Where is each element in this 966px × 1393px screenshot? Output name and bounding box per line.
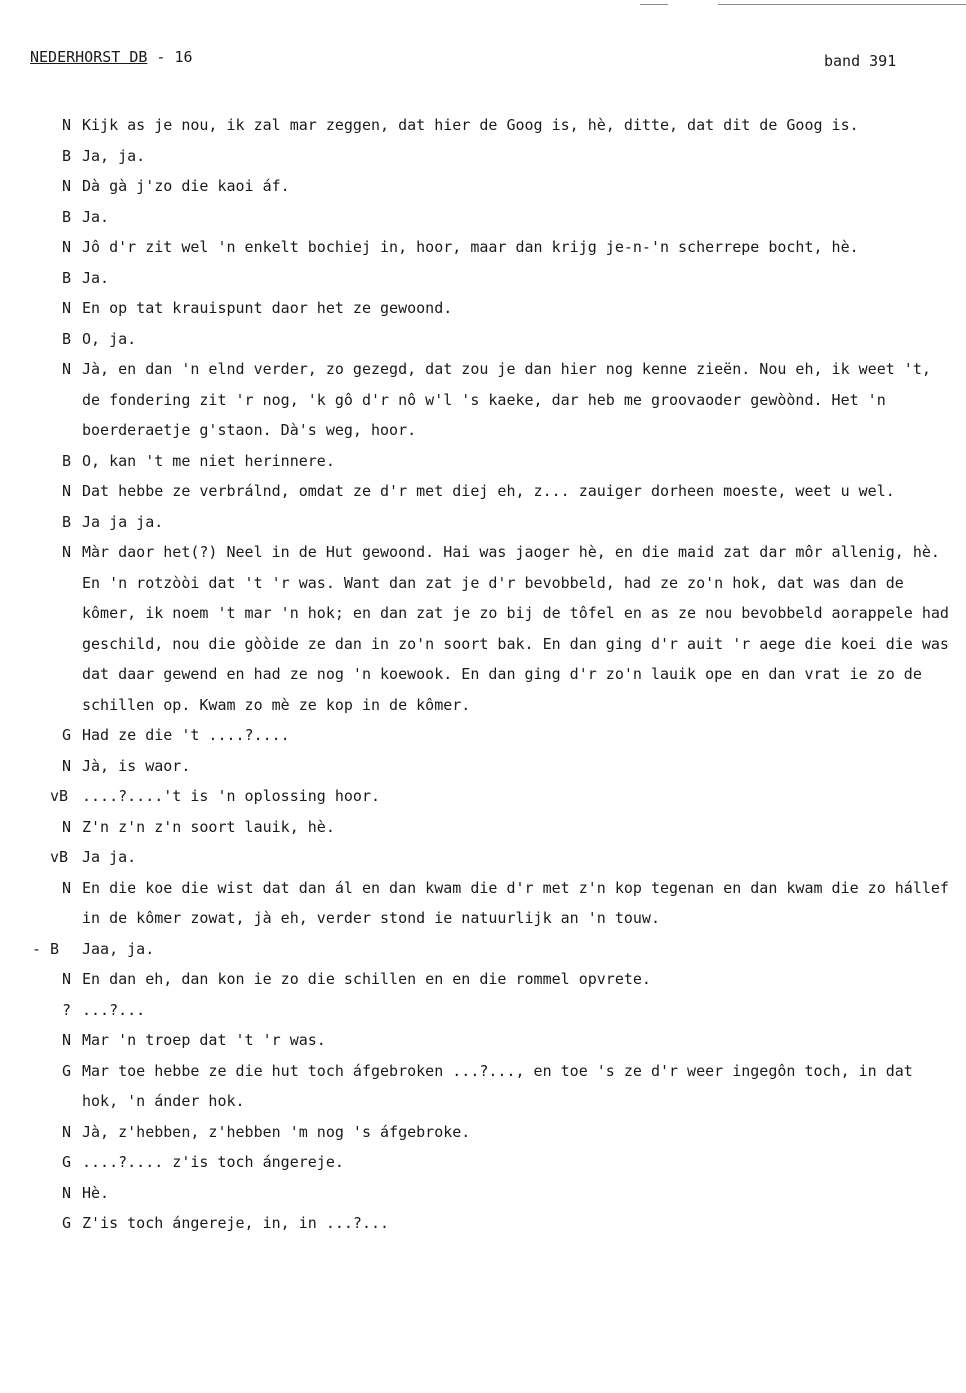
speech-text: Z'n z'n z'n soort lauik, hè. — [82, 817, 335, 836]
page-number: - 16 — [147, 48, 193, 66]
speech-text: ...?... — [82, 1000, 146, 1019]
transcript-turn — [0, 171, 966, 202]
speech-text: Màr daor het(?) Neel in de Hut gewoond. Hai was jaoger hè, en die maid zat dar môr allenig, hè. En 'n rotzòòi dat 't 'r was. Want dan zat je d'r bevobbeld, had ze zo'n hok, dat was dan de kômer, ik noem 't mar 'n hok; en dan zat je zo bij de tôfel en as ze nou bevobbeld aorappele had geschild, nou die gòòide ze dan in zo'n soort bak. En dan ging d'r auit 'r aege die koei die was dat daar gewend en had ze nog 'n koewook. En dan ging d'r zo'n lauik ope en dan vrat ie zo de schillen op. Kwam zo mè ze kop in de kômer. — [82, 543, 949, 714]
speaker-label: N — [62, 1183, 72, 1202]
speech-text: Ja. — [82, 207, 110, 226]
transcript-turn — [0, 110, 966, 141]
transcript-turn — [0, 781, 966, 812]
transcript-turn — [0, 507, 966, 538]
speech-text: Kijk as je nou, ik zal mar zeggen, dat hier de Goog is, hè, ditte, dat dit de Goog is. — [82, 116, 859, 134]
band-number: band 391 — [824, 52, 897, 70]
speech-text: Jà, en dan 'n elnd verder, zo gezegd, dat zou je dan hier nog kenne zieën. Nou eh, ik weet 't, de fondering zit 'r nog, 'k gô d'r nô w'l 's kaeke, dar heb me groovaoder gewòònd. Het 'n boerderaetje g'staon. Dà's weg, hoor. — [82, 360, 931, 439]
top-rule-short — [640, 4, 668, 5]
transcript-turn — [0, 263, 966, 294]
transcript-body — [0, 110, 966, 1239]
speaker-label: N — [62, 360, 72, 378]
speaker-label: N — [62, 1122, 72, 1141]
transcript-turn — [0, 842, 966, 873]
speaker-label: vB — [50, 848, 69, 866]
speech-text: Mar toe hebbe ze die hut toch áfgebroken ...?..., en toe 's ze d'r weer ingegôn toch, in dat hok, 'n ánder hok. — [82, 1061, 913, 1110]
speaker-label: N — [62, 543, 72, 561]
transcript-turn — [0, 1025, 966, 1056]
speaker-label: N — [62, 817, 72, 836]
speech-text: Ja ja ja. — [82, 512, 164, 531]
speech-text: Z'is toch ángereje, in, in ...?... — [82, 1214, 390, 1232]
speech-text: Dà gà j'zo die kaoi áf. — [82, 177, 290, 195]
transcript-turn — [0, 873, 966, 934]
transcript-turn — [0, 202, 966, 233]
transcript-turn — [0, 812, 966, 843]
transcript-turn — [0, 751, 966, 782]
speech-text: En op tat krauispunt daor het ze gewoond. — [82, 299, 453, 317]
speaker-label: N — [62, 177, 72, 195]
transcript-turn — [0, 324, 966, 355]
speaker-label: N — [62, 878, 72, 897]
speech-text: Jô d'r zit wel 'n enkelt bochiej in, hoor, maar dan krijg je-n-'n scherrepe bocht, hè. — [82, 238, 859, 256]
transcript-turn — [0, 476, 966, 507]
speaker-label: ? — [62, 1000, 72, 1019]
transcript-turn — [0, 720, 966, 751]
speech-text: Jaa, ja. — [82, 939, 155, 958]
speaker-label: N — [62, 756, 72, 775]
speaker-label: - B — [32, 939, 60, 958]
speech-text: Ja. — [82, 268, 110, 287]
speech-text: O, kan 't me niet herinnere. — [82, 451, 335, 470]
speech-text: Dat hebbe ze verbrálnd, omdat ze d'r met diej eh, z... zauiger dorheen moeste, weet u wel. — [82, 482, 895, 500]
transcript-turn — [0, 354, 966, 446]
speaker-label: B — [62, 207, 72, 226]
transcript-turn — [0, 1117, 966, 1148]
speech-text: ....?....'t is 'n oplossing hoor. — [82, 787, 381, 805]
transcript-turn — [0, 537, 966, 720]
speaker-label: B — [62, 512, 72, 531]
transcript-turn — [0, 1056, 966, 1117]
transcript-turn — [0, 232, 966, 263]
speaker-label: B — [62, 146, 72, 165]
speaker-label: B — [62, 451, 72, 470]
speech-text: En die koe die wist dat dan ál en dan kwam die d'r met z'n kop tegenan en dan kwam die zo hállef in de kômer zowat, jà eh, verder stond ie natuurlijk an 'n touw. — [82, 878, 949, 927]
speech-text: Ja, ja. — [82, 146, 146, 165]
speaker-label: N — [62, 299, 72, 317]
document-title: NEDERHORST DB — [30, 48, 148, 66]
speech-text: Hè. — [82, 1183, 110, 1202]
speech-text: ....?.... z'is toch ángereje. — [82, 1153, 344, 1171]
transcript-turn — [0, 964, 966, 995]
speaker-label: vB — [50, 787, 69, 805]
transcript-turn — [0, 446, 966, 477]
speech-text: Jà, z'hebben, z'hebben 'm nog 's áfgebroke. — [82, 1122, 471, 1141]
speaker-label: G — [62, 1153, 72, 1171]
speaker-label: N — [62, 482, 72, 500]
transcript-turn — [0, 995, 966, 1026]
speaker-label: B — [62, 329, 72, 348]
speech-text: Mar 'n troep dat 't 'r was. — [82, 1031, 326, 1049]
speaker-label: G — [62, 726, 72, 744]
speaker-label: G — [62, 1061, 72, 1080]
transcript-turn — [0, 1178, 966, 1209]
speaker-label: N — [62, 1031, 72, 1049]
transcript-turn — [0, 1147, 966, 1178]
speech-text: Had ze die 't ....?.... — [82, 726, 290, 744]
speech-text: O, ja. — [82, 329, 137, 348]
top-rule-long — [718, 4, 966, 5]
speech-text: En dan eh, dan kon ie zo die schillen en en die rommel opvrete. — [82, 970, 651, 988]
transcript-turn — [0, 141, 966, 172]
speaker-label: B — [62, 268, 72, 287]
page-header — [30, 48, 193, 66]
speaker-label: G — [62, 1214, 72, 1232]
speaker-label: N — [62, 116, 72, 134]
speech-text: Jà, is waor. — [82, 756, 191, 775]
transcript-turn — [0, 293, 966, 324]
speaker-label: N — [62, 970, 72, 988]
speech-text: Ja ja. — [82, 848, 137, 866]
transcript-turn — [0, 1208, 966, 1239]
transcript-turn — [0, 934, 966, 965]
speaker-label: N — [62, 238, 72, 256]
